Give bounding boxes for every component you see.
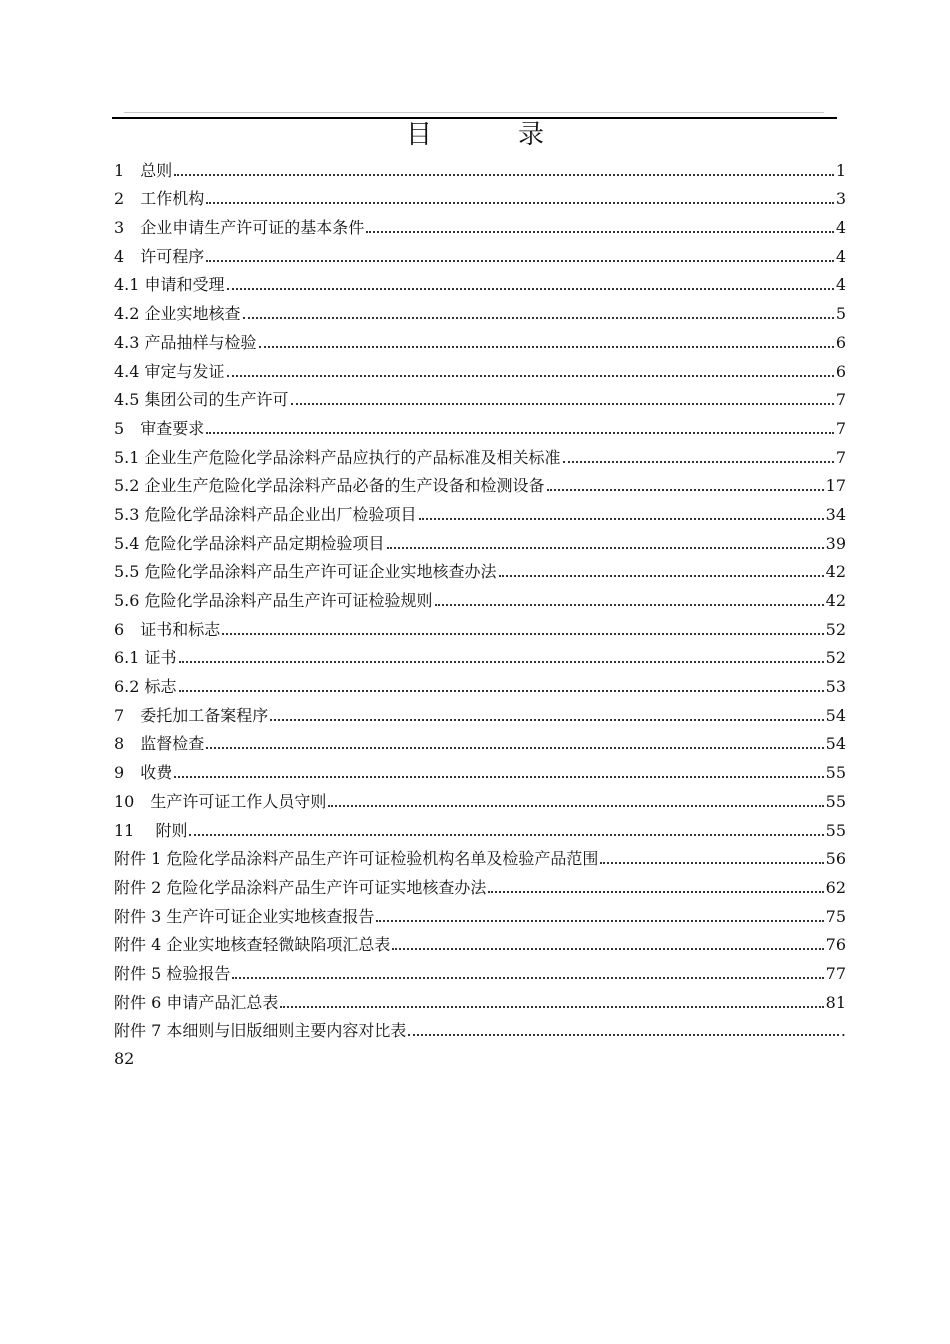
toc-entry-number: 4.2 [114, 304, 140, 324]
toc-dot-leader [280, 1006, 823, 1008]
toc-entry-label: 许可程序 [140, 246, 205, 266]
toc-entry-page: 39 [825, 533, 846, 553]
toc-entry-gap [124, 706, 140, 726]
toc-entry-label: 收费 [140, 763, 173, 783]
toc-dot-leader [189, 834, 823, 836]
toc-entry-number: 6 [114, 619, 125, 639]
toc-entry-page: 17 [825, 476, 846, 496]
toc-entry-number: 6.1 [114, 648, 140, 668]
toc-entry-page: 62 [825, 877, 846, 897]
toc-dot-leader [435, 604, 824, 606]
toc-entry-gap [124, 161, 140, 181]
toc-entry-page: 75 [825, 906, 846, 926]
toc-entry-number: 附件 7 [114, 1021, 162, 1041]
toc-dot-leader [227, 375, 834, 377]
toc-entry-label: 附则 [155, 820, 188, 840]
toc-entry[interactable] [114, 955, 846, 984]
toc-title: 目 录 [405, 120, 574, 150]
toc-entry-label: 审查要求 [140, 418, 205, 438]
toc-entry-number: 5.3 [114, 504, 140, 524]
toc-dot-leader [270, 719, 823, 721]
toc-dot-leader [499, 575, 824, 577]
toc-entry[interactable] [114, 697, 846, 726]
toc-entry-page: 76 [825, 935, 846, 955]
toc-entry[interactable] [114, 324, 846, 353]
toc-entry-page: 4 [835, 275, 846, 295]
toc-entry-page: 3 [835, 189, 846, 209]
toc-entry-number: 2 [114, 189, 125, 209]
toc-entry-label: 申请和受理 [144, 275, 225, 295]
toc-dot-leader [243, 317, 834, 319]
toc-entry-number: 4 [114, 246, 125, 266]
toc-entry-label: 证书和标志 [140, 619, 221, 639]
toc-entry-label: 企业申请生产许可证的基本条件 [140, 218, 365, 238]
header-rule-thin [124, 112, 824, 113]
toc-entry-page: 1 [835, 160, 846, 180]
toc-entry[interactable] [114, 267, 846, 296]
toc-entry[interactable] [114, 668, 846, 697]
toc-entry-number: 5.2 [114, 476, 140, 496]
toc-entry-label: 证书 [144, 648, 177, 668]
toc-dot-leader [174, 776, 823, 778]
toc-entry-page: 55 [825, 820, 846, 840]
toc-entry-page: 34 [825, 504, 846, 524]
toc-entry-page: 4 [835, 246, 846, 266]
toc-dot-leader [563, 461, 834, 463]
toc-dot-leader [179, 690, 824, 692]
toc-entry-page: 42 [825, 591, 846, 610]
toc-entry-number: 4.1 [114, 275, 140, 295]
toc-entry-label: 企业生产危险化学品涂料产品应执行的产品标准及相关标准 [144, 447, 561, 467]
toc-dot-leader [376, 920, 823, 922]
toc-entry-page: 5 [835, 304, 846, 324]
toc-dot-leader [232, 977, 823, 979]
toc-dot-leader [206, 432, 834, 434]
toc-entry-page: 53 [825, 677, 846, 697]
toc-entry[interactable] [114, 554, 846, 583]
toc-entry-gap [124, 218, 140, 238]
toc-entry-label: 工作机构 [140, 189, 205, 209]
toc-dot-leader [291, 403, 834, 405]
toc-entry-gap [124, 247, 140, 267]
toc-dot-leader [366, 231, 834, 233]
toc-entry-label: 监督检查 [140, 734, 205, 754]
toc-entry-page: 7 [835, 418, 846, 438]
toc-entry-page: 52 [825, 648, 846, 668]
toc-entry-number: 4.4 [114, 361, 140, 381]
toc-entry-label: 危险化学品涂料产品生产许可证检验机构名单及检验产品范围 [166, 849, 599, 869]
toc-entry-label: 审定与发证 [144, 361, 225, 381]
toc-entry-gap [124, 620, 140, 640]
toc-dot-leader [600, 862, 823, 864]
table-of-contents [114, 152, 846, 1069]
toc-entry-number: 1 [114, 160, 125, 180]
toc-entry-number: 5.6 [114, 591, 140, 610]
toc-entry[interactable] [114, 984, 846, 1013]
toc-entry-page: 7 [835, 390, 846, 410]
toc-entry[interactable] [114, 295, 846, 324]
toc-dot-leader [206, 747, 823, 749]
toc-entry-number: 附件 1 [114, 849, 162, 869]
toc-entry-page: 42 [825, 562, 846, 582]
toc-dot-leader [419, 518, 824, 520]
toc-entry[interactable] [114, 582, 846, 611]
toc-entry-label: 标志 [144, 677, 177, 697]
toc-entry-label: 申请产品汇总表 [166, 992, 279, 1012]
toc-entry-number: 附件 5 [114, 963, 162, 983]
toc-entry-page: 56 [825, 849, 846, 869]
toc-entry-page: 81 [825, 992, 846, 1012]
toc-entry-number: 附件 2 [114, 877, 162, 897]
toc-entry-number: 3 [114, 218, 125, 238]
toc-entry-number: 4.5 [114, 390, 140, 410]
toc-entry-gap [124, 734, 140, 754]
toc-entry-label: 危险化学品涂料产品生产许可证检验规则 [144, 591, 433, 610]
toc-entry-label: 集团公司的生产许可 [144, 390, 289, 410]
toc-entry-page: 54 [825, 705, 846, 725]
toc-entry[interactable] [114, 181, 846, 210]
toc-entry-page: 82 [114, 1049, 135, 1069]
toc-entry[interactable] [114, 525, 846, 554]
toc-wrapped-page-line [114, 1041, 846, 1069]
toc-entry-number: 附件 3 [114, 906, 162, 926]
toc-entry[interactable] [114, 468, 846, 497]
toc-entry-number: 附件 6 [114, 992, 162, 1012]
toc-entry-page: 6 [835, 361, 846, 381]
toc-dot-leader [328, 805, 823, 807]
toc-dot-leader [222, 633, 823, 635]
toc-entry-gap [124, 419, 140, 439]
toc-dot-leader [392, 948, 823, 950]
toc-entry-number: 5.5 [114, 562, 140, 582]
toc-entry[interactable] [114, 898, 846, 927]
toc-entry-number: 5.4 [114, 533, 140, 553]
toc-dot-leader [547, 489, 824, 491]
toc-entry-label: 检验报告 [166, 963, 231, 983]
toc-entry-number: 10 [114, 791, 135, 811]
toc-entry[interactable] [114, 640, 846, 669]
toc-entry[interactable] [114, 812, 846, 841]
toc-entry-page: 77 [825, 963, 846, 983]
toc-entry-label: 产品抽样与检验 [144, 332, 257, 352]
toc-entry[interactable] [114, 238, 846, 267]
toc-entry-label: 企业生产危险化学品涂料产品必备的生产设备和检测设备 [144, 476, 545, 496]
toc-entry[interactable] [114, 726, 846, 755]
toc-entry-page: 4 [835, 218, 846, 238]
toc-entry-label: 委托加工备案程序 [140, 705, 269, 725]
toc-entry-label: 危险化学品涂料产品企业出厂检验项目 [144, 504, 417, 524]
toc-entry-label: 企业实地核查轻微缺陷项汇总表 [166, 935, 391, 955]
toc-entry[interactable] [114, 353, 846, 382]
toc-entry-label: 生产许可证企业实地核查报告 [166, 906, 375, 926]
toc-entry[interactable] [114, 927, 846, 956]
toc-entry[interactable] [114, 209, 846, 238]
toc-entry-page: 55 [825, 763, 846, 783]
toc-entry-label: 危险化学品涂料产品定期检验项目 [144, 533, 385, 553]
toc-dot-leader [206, 202, 834, 204]
toc-entry-gap [134, 821, 155, 841]
toc-entry[interactable] [114, 152, 846, 181]
toc-dot-leader [227, 288, 834, 290]
toc-entry[interactable]: 附件 7 本细则与旧版细则主要内容对比表 . [114, 1021, 846, 1041]
toc-entry-number: 附件 4 [114, 935, 162, 955]
toc-dot-leader [488, 891, 823, 893]
toc-dot-leader [206, 260, 834, 262]
toc-entry-number: 11 [114, 820, 135, 840]
toc-entry[interactable] [114, 496, 846, 525]
toc-entry[interactable] [114, 611, 846, 640]
toc-entry-number: 9 [114, 763, 125, 783]
toc-entry-label: 危险化学品涂料产品生产许可证企业实地核查办法 [144, 562, 497, 582]
toc-entry-page: 55 [825, 791, 846, 811]
toc-entry[interactable] [114, 869, 846, 898]
toc-entry-number: 8 [114, 734, 125, 754]
toc-entry-page: 54 [825, 734, 846, 754]
toc-entry[interactable] [114, 841, 846, 870]
toc-entry[interactable] [114, 783, 846, 812]
toc-dot-leader [259, 346, 834, 348]
toc-entry-label: 本细则与旧版细则主要内容对比表 [166, 1021, 407, 1041]
toc-entry-number: 7 [114, 705, 125, 725]
toc-entry-number: 4.3 [114, 332, 140, 352]
toc-entry-gap [134, 792, 150, 812]
toc-entry-label: 生产许可证工作人员守则 [150, 791, 327, 811]
toc-entry-number: 6.2 [114, 677, 140, 697]
toc-entry[interactable] [114, 410, 846, 439]
toc-entry-number: 5.1 [114, 447, 140, 467]
toc-entry[interactable] [114, 754, 846, 783]
toc-dot-leader [408, 1034, 839, 1036]
toc-dot-leader [179, 661, 824, 663]
toc-entry-label: 总则 [140, 160, 173, 180]
toc-entry[interactable] [114, 439, 846, 468]
toc-dot-leader [174, 174, 834, 176]
toc-entry-gap [124, 763, 140, 783]
toc-entry-page: 7 [835, 447, 846, 467]
toc-dot-leader [387, 547, 824, 549]
toc-entry-label: 企业实地核查 [144, 304, 241, 324]
toc-entry[interactable] [114, 382, 846, 411]
toc-entry-page: 6 [835, 332, 846, 352]
toc-entry-gap [124, 189, 140, 209]
toc-entry-number: 5 [114, 418, 125, 438]
toc-entry-label: 危险化学品涂料产品生产许可证实地核查办法 [166, 877, 487, 897]
toc-entry-page: 52 [825, 619, 846, 639]
